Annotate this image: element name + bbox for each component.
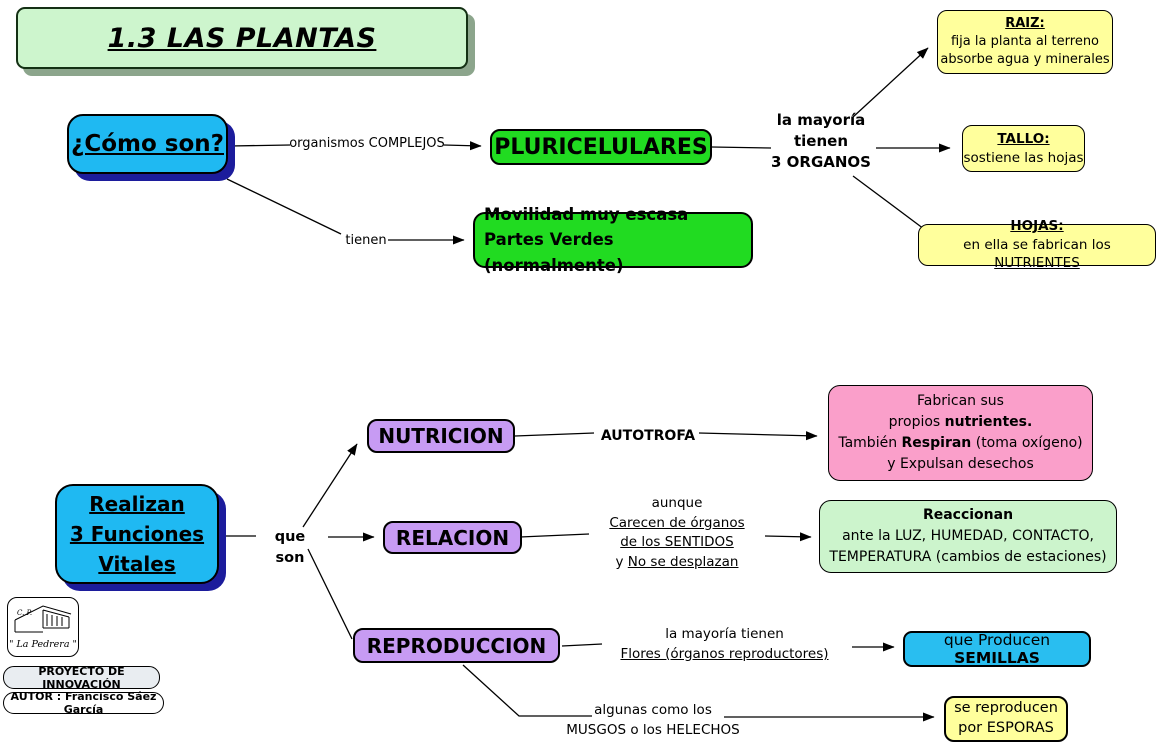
mayoria-line1: la mayoría <box>776 111 866 129</box>
esporas-line2: por ESPORAS <box>958 720 1054 736</box>
node-hojas <box>918 217 1156 272</box>
edge-label-organismos-complejos: organismos COMPLEJOS <box>289 136 445 151</box>
node-movilidad <box>473 204 753 275</box>
aunque-line4-underlined: No se desplazan <box>627 553 739 570</box>
edge-label-mayoria-organos <box>766 110 876 173</box>
musgos-line1: algunas como los <box>594 702 712 718</box>
tallo-line1: sostiene las hojas <box>963 149 1084 166</box>
node-tallo <box>962 125 1085 172</box>
edge-label-aunque-carecen <box>591 494 763 572</box>
node-semillas <box>903 631 1091 667</box>
aunque-line2: Carecen de órganos <box>609 514 745 531</box>
flores-line2: Flores (órganos reproductores) <box>620 645 829 662</box>
raiz-line2: absorbe agua y minerales <box>940 52 1110 68</box>
realizan-line2: 3 Funciones <box>69 522 205 546</box>
semillas-pre: que Producen <box>943 631 1051 649</box>
edge-label-autotrofa: AUTOTROFA <box>600 428 696 444</box>
fabrican-line3-bold: Respiran <box>901 435 972 451</box>
reaccionan-line3: TEMPERATURA (cambios de estaciones) <box>829 549 1107 565</box>
fabrican-line1: Fabrican sus <box>917 393 1004 409</box>
edge-label-que-son: que son <box>274 529 306 567</box>
logo-cp-text: C. P. <box>17 609 33 617</box>
aunque-line3: de los SENTIDOS <box>620 534 734 551</box>
node-como-son <box>67 114 228 174</box>
musgos-line2: MUSGOS o los HELECHOS <box>566 721 740 738</box>
aunque-line1: aunque <box>651 495 703 511</box>
raiz-heading: RAIZ: <box>1005 15 1045 31</box>
hojas-heading: HOJAS: <box>1010 217 1064 234</box>
hojas-line1-pre: en ella se fabrican los <box>963 236 1111 253</box>
fabrican-line3-post: (toma oxígeno) <box>971 435 1083 451</box>
semillas-label <box>905 631 1089 667</box>
node-nutricion <box>367 419 515 453</box>
fabrican-line3 <box>838 433 1082 454</box>
fabrican-line4: y Expulsan desechos <box>887 456 1034 472</box>
realizan-line1: Realizan <box>89 492 185 516</box>
relacion-label: RELACION <box>395 525 510 550</box>
aunque-line4 <box>591 553 763 573</box>
aunque-line4-pre: y <box>615 553 628 570</box>
realizan-line3: Vitales <box>98 552 176 576</box>
author-badge: AUTOR : Francisco Sáez García <box>3 692 164 714</box>
node-esporas <box>944 696 1068 742</box>
raiz-line1: fija la planta al terreno <box>950 33 1100 49</box>
edge-label-flores <box>602 625 847 664</box>
edge-label-tienen: tienen <box>345 233 387 248</box>
node-raiz <box>937 10 1113 74</box>
movilidad-line1: Movilidad muy escasa <box>484 204 689 224</box>
flores-line1: la mayoría tienen <box>665 626 784 642</box>
node-pluricelulares <box>490 129 712 165</box>
nutricion-label: NUTRICION <box>378 424 504 448</box>
mayoria-line3: 3 ORGANOS <box>771 153 871 171</box>
node-realizan-funciones <box>55 484 219 584</box>
edge-comoson-movilidad <box>227 179 464 240</box>
pluricelulares-label: PLURICELULARES <box>494 134 708 160</box>
hojas-line1-underlined: NUTRIENTES <box>994 255 1080 272</box>
edge-label-musgos-helechos <box>562 701 744 740</box>
logo-school-name: " La Pedrera " <box>9 639 77 650</box>
reaccionan-line2: ante la LUZ, HUMEDAD, CONTACTO, <box>842 528 1094 544</box>
mayoria-line2: tienen <box>793 132 849 150</box>
fabrican-line2-pre: propios <box>888 414 945 430</box>
fabrican-line2 <box>889 412 1033 433</box>
movilidad-line2: Partes Verdes (normalmente) <box>484 230 624 275</box>
node-relacion <box>383 521 522 554</box>
page-title: 1.3 LAS PLANTAS <box>107 22 377 54</box>
semillas-bold: SEMILLAS <box>954 649 1040 667</box>
tallo-heading: TALLO: <box>997 130 1050 147</box>
hojas-line1 <box>919 236 1155 274</box>
fabrican-line3-pre: También <box>838 435 902 451</box>
reaccionan-heading: Reaccionan <box>922 507 1014 523</box>
node-reproduccion <box>353 628 560 663</box>
node-como-son-label: ¿Cómo son? <box>70 131 224 157</box>
proyecto-innovacion-badge: PROYECTO DE INNOVACIÓN <box>3 666 160 689</box>
reproduccion-label: REPRODUCCION <box>366 633 547 658</box>
node-fabrican-nutrientes <box>828 385 1093 481</box>
title-box <box>16 7 468 69</box>
esporas-line1: se reproducen <box>954 700 1058 717</box>
school-logo <box>7 597 79 657</box>
node-reaccionan <box>819 500 1117 573</box>
fabrican-line2-bold: nutrientes. <box>944 414 1033 430</box>
